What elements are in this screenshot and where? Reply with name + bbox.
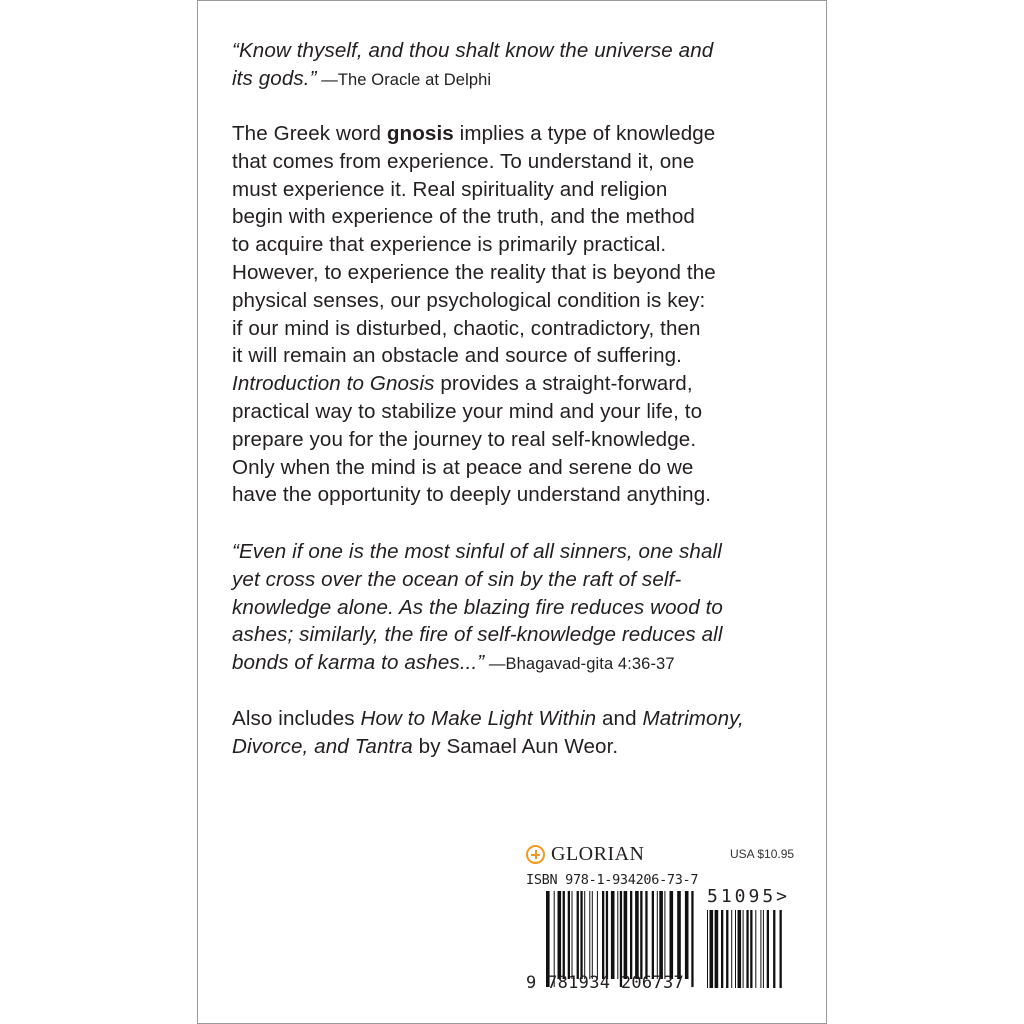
text-segment: —The Oracle at Delphi [316, 70, 492, 89]
barcode-bar [763, 910, 764, 988]
publisher-name: GLORIAN [551, 843, 645, 865]
barcode-bar [624, 891, 628, 979]
barcode-bar [606, 891, 608, 979]
barcode-bar [577, 891, 579, 979]
text-segment: However, to experience the reality that is beyond the [232, 260, 716, 284]
text-segment: The Greek word [232, 122, 387, 145]
barcode-bar [659, 891, 663, 979]
barcode-addon-digits: 51095> [707, 886, 791, 907]
text-segment: Divorce, and Tantra [232, 734, 413, 758]
barcode [198, 1, 826, 1023]
barcode-bar [721, 910, 723, 988]
text-segment: ashes; similarly, the fire of self-knowledge reduces all [232, 623, 723, 647]
barcode-bar [640, 891, 642, 979]
text-segment: Only when the mind is at peace and serene do we [232, 455, 694, 479]
barcode-bar [592, 891, 593, 979]
text-segment: “Know thyself, and thou shalt know the universe and [232, 39, 714, 62]
barcode-bar [602, 891, 604, 979]
text-segment: physical senses, our psychological condition is key: [232, 288, 706, 312]
text-segment: must experience it. Real spirituality and religion [232, 177, 668, 201]
barcode-bar [611, 891, 615, 979]
barcode-bar [670, 891, 674, 979]
text-segment: to acquire that experience is primarily practical. [232, 233, 667, 257]
barcode-bar [726, 910, 728, 988]
barcode-digits: 9 781934 206737 [526, 973, 685, 993]
barcode-bar [657, 891, 658, 979]
barcode-bar [664, 891, 665, 979]
text-segment: bonds of karma to ashes...” [232, 651, 485, 675]
barcode-bar [731, 910, 732, 988]
barcode-bar [558, 891, 562, 979]
barcode-bar [617, 891, 618, 979]
text-segment: if our mind is disturbed, chaotic, contradictory, then [232, 316, 701, 340]
text-segment: How to Make Light Within [360, 707, 597, 730]
barcode-bar [750, 910, 752, 988]
text-segment: implies a type of knowledge [453, 122, 716, 145]
barcode-bar [584, 891, 585, 979]
barcode-bar [597, 891, 598, 979]
barcode-bar [563, 891, 565, 979]
barcode-bar [735, 910, 736, 988]
text-segment: prepare you for the journey to real self-knowledge. [232, 427, 697, 451]
text-segment: and [596, 707, 643, 730]
barcode-bar [743, 910, 744, 988]
barcode-bar [738, 910, 742, 988]
barcode-bar [755, 910, 756, 988]
barcode-bar [630, 891, 632, 979]
text-segment: Also includes [232, 707, 361, 730]
text-segment: “Even if one is the most sinful of all sinners, one shall [232, 540, 722, 563]
text-segment: —Bhagavad-gita 4:36-37 [484, 655, 675, 674]
barcode-bar [773, 910, 775, 988]
text-segment: Introduction to Gnosis [232, 372, 435, 396]
barcode-bar [691, 891, 693, 987]
text-segment: gnosis [386, 122, 454, 145]
barcode-bar [780, 910, 782, 988]
text-segment: that comes from experience. To understand it, one [232, 149, 695, 173]
barcode-bar [685, 891, 689, 979]
book-back-cover [197, 0, 827, 1024]
barcode-bar [760, 910, 761, 988]
barcode-bar [707, 910, 708, 988]
barcode-bar [645, 891, 647, 979]
barcode-bar [746, 910, 748, 988]
barcode-bar [589, 891, 590, 979]
barcode-bar [568, 891, 570, 979]
text-segment: it will remain an obstacle and source of suffering. [232, 344, 683, 368]
barcode-bar [710, 910, 714, 988]
text-segment: Matrimony, [642, 707, 744, 730]
text-segment: by Samael Aun Weor. [412, 734, 619, 758]
text-segment: its gods.” [232, 66, 317, 90]
text-segment: begin with experience of the truth, and the method [232, 205, 695, 229]
text-segment: have the opportunity to deeply understand anything. [232, 483, 712, 507]
text-segment: yet cross over the ocean of sin by the raft of self- [232, 567, 682, 591]
text-segment: knowledge alone. As the blazing fire reduces wood to [232, 595, 723, 619]
price: USA $10.95 [730, 847, 795, 861]
barcode-bar [715, 910, 719, 988]
text-segment: provides a straight-forward, [434, 372, 693, 396]
text-segment: practical way to stabilize your mind and your life, to [232, 399, 703, 423]
isbn: ISBN 978-1-934206-73-7 [526, 872, 699, 888]
barcode-bar [652, 891, 654, 979]
barcode-bar [580, 891, 582, 979]
barcode-bar [677, 891, 681, 979]
barcode-bar [572, 891, 573, 979]
barcode-bar [767, 910, 769, 988]
barcode-bar [635, 891, 639, 979]
